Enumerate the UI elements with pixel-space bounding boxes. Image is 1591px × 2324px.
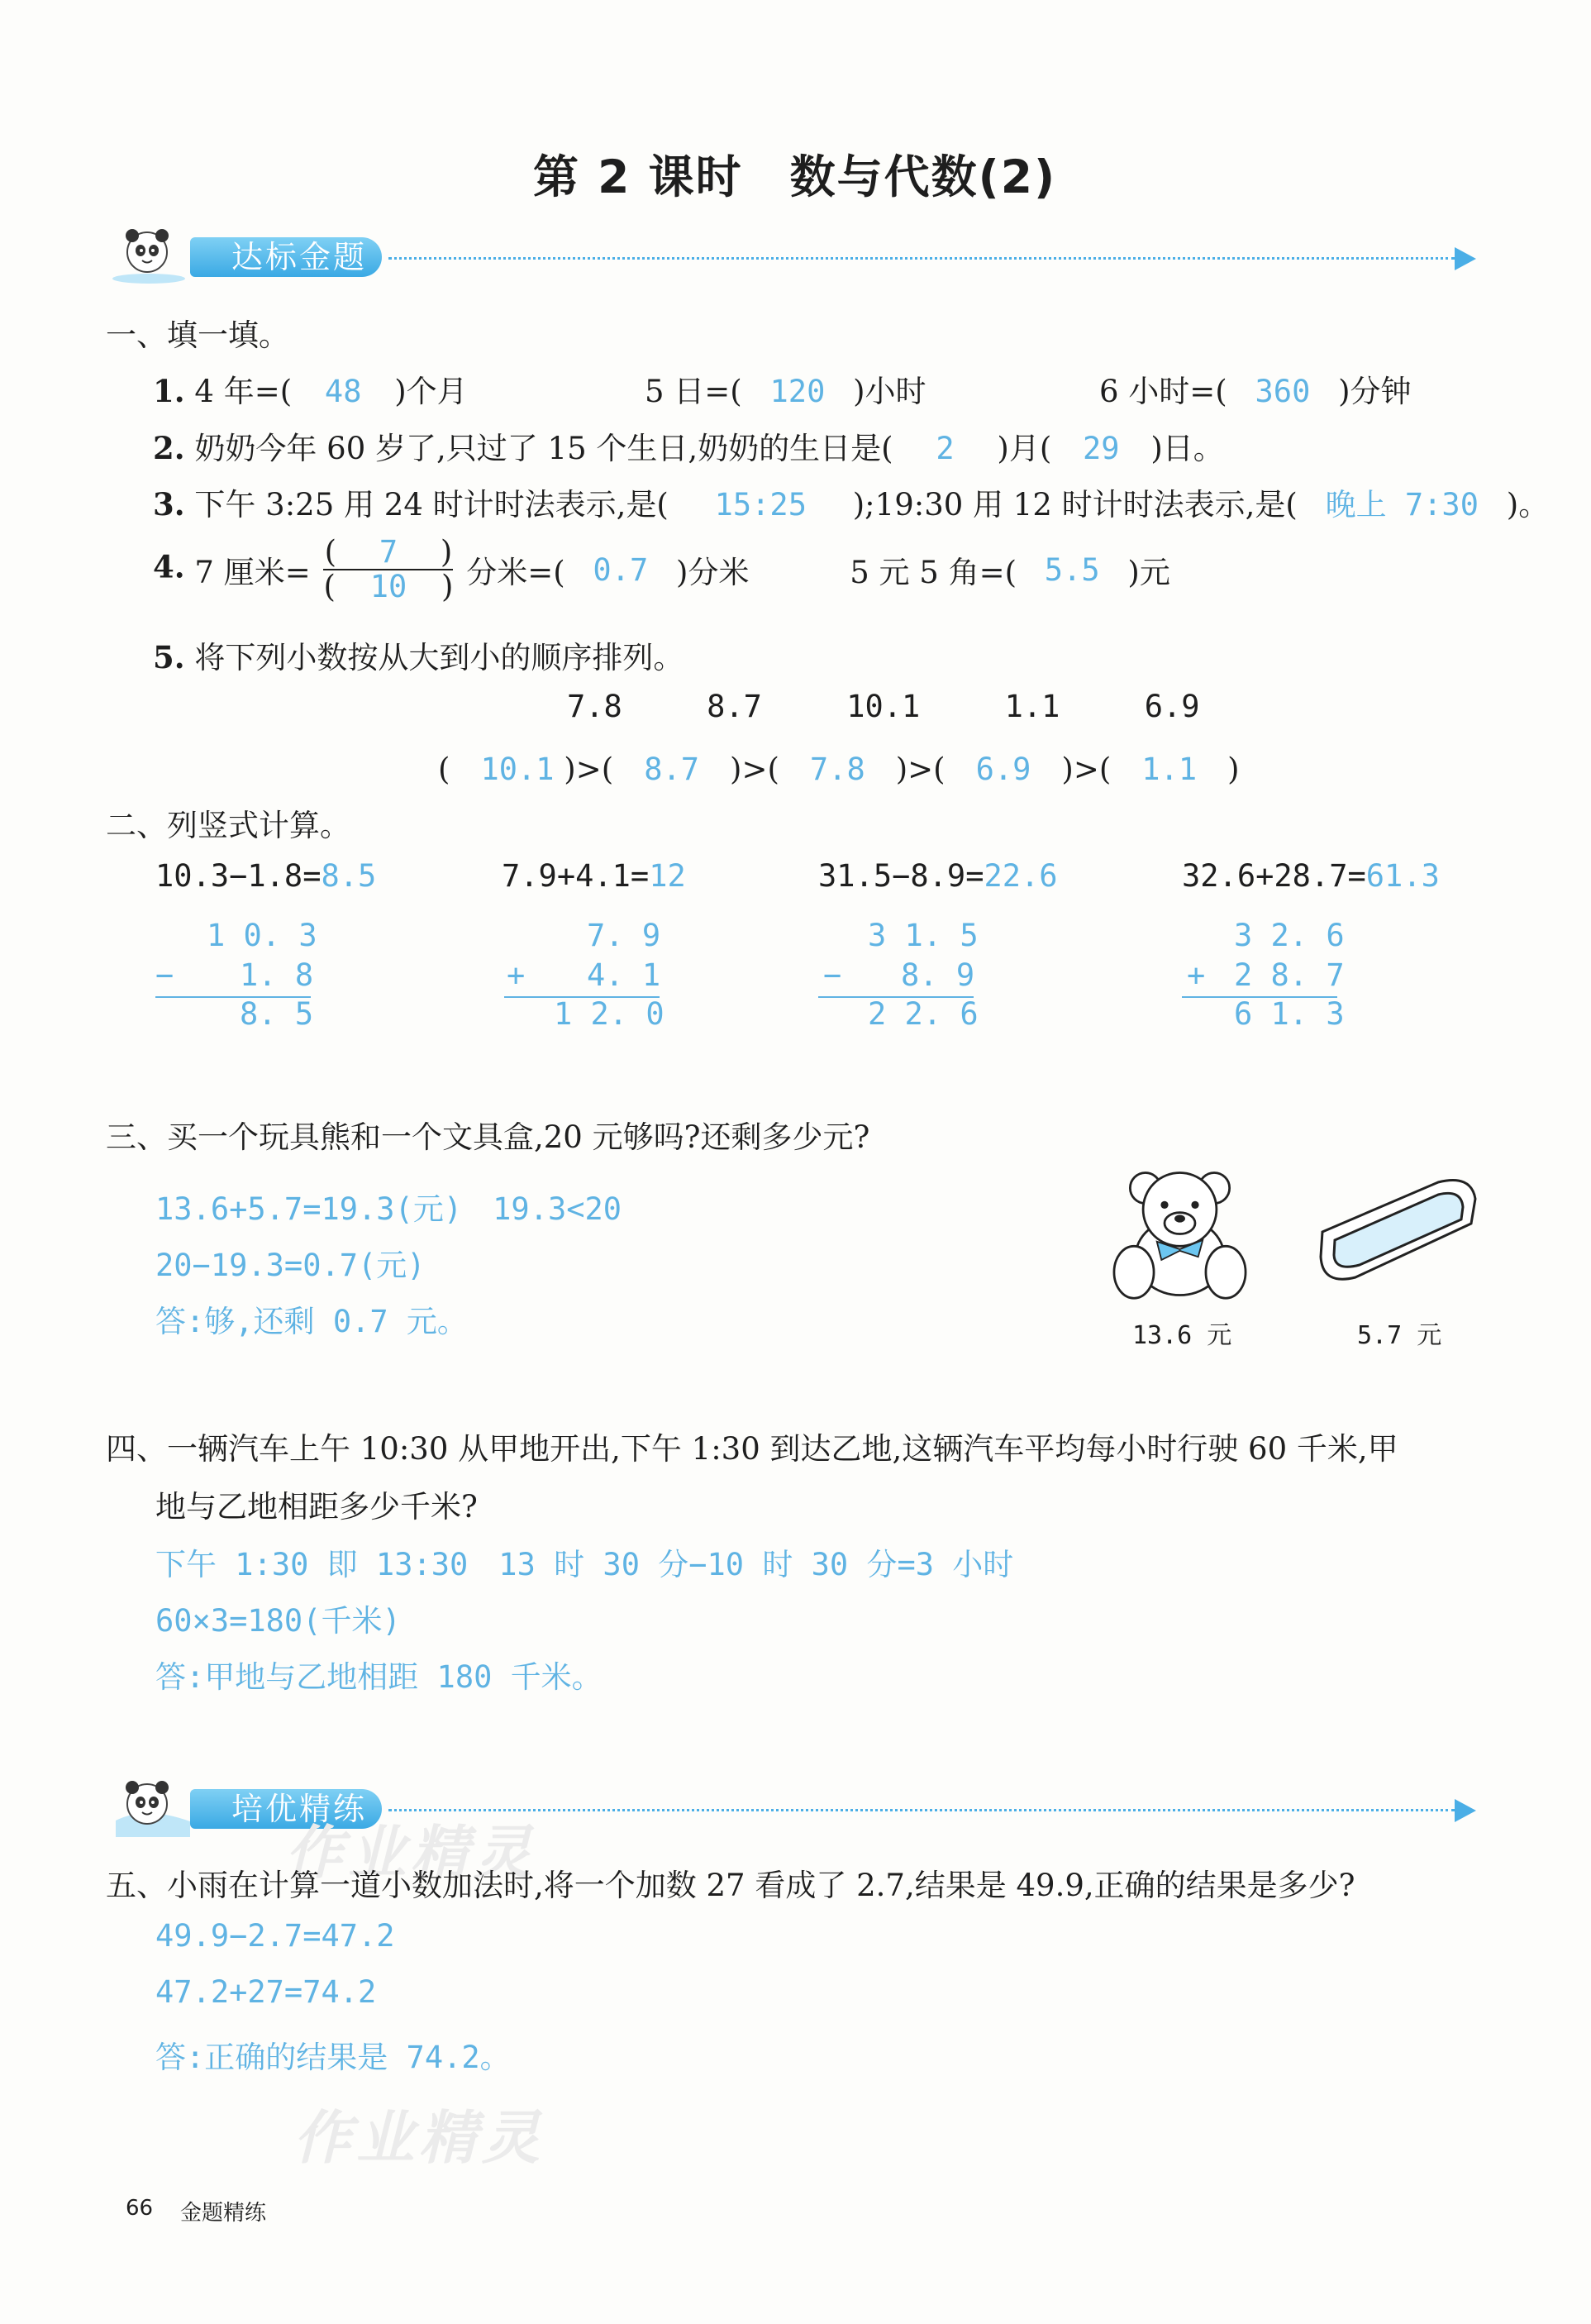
answer: 61.3 [1365,858,1440,894]
order-answer: ( 10.1 )>( 8.7 )>( 7.8 )>( 6.9 )>( 1.1 ) [438,752,1240,787]
solution-line: 13.6+5.7=19.3(元) 19.3<20 [155,1191,622,1227]
watermark: 作业精灵 [293,2104,545,2172]
work-bottom: 2 8. 7 [1234,957,1345,993]
solution-line: 47.2+27=74.2 [155,1974,377,2010]
vertical-calc-2 [502,858,686,894]
item-number: 2. [153,430,185,466]
solution-line: 49.9−2.7=47.2 [155,1918,395,1954]
answer: 10.1 [480,752,555,787]
text: 5 元 5 角=( [850,555,1017,590]
expression: 10.3−1.8= [155,858,322,894]
answer: 120 [769,374,826,409]
question-2-heading: 二、列竖式计算。 [106,808,350,843]
teddy-bear-image [1103,1162,1256,1306]
text: 4 年=( [194,374,293,409]
solution-line: 下午 1:30 即 13:30 13 时 30 分−10 时 30 分=3 小时 [155,1547,1014,1582]
fraction: $\frac{( 7 )}{( 10 )}$ [323,534,454,604]
q1-part1 [153,366,1442,411]
text: 下午 3:25 用 24 时计时法表示,是( [194,487,669,523]
answer: 29 [1083,431,1120,466]
question-3-heading: 三、买一个玩具熊和一个文具盒,20 元够吗?还剩多少元? [106,1119,870,1155]
answer: 15:25 [714,487,807,523]
section-divider [388,257,1455,260]
work-top: 3 1. 5 [868,918,979,953]
work-top: 1 0. 3 [207,918,317,953]
price-label: 13.6 元 [1132,1321,1232,1350]
work-result: 8. 5 [240,996,314,1032]
expression: 32.6+28.7= [1182,858,1366,894]
item-number: 3. [153,486,185,523]
number: 6.9 [1144,689,1200,724]
fraction-numerator: 7 [379,534,398,570]
text: 5 日=( [645,374,742,409]
item-number: 4. [153,548,185,585]
section-header-standard [107,227,1479,285]
work-result: 6 1. 3 [1234,996,1345,1032]
number-list [567,689,1200,724]
answer: 2 [936,431,955,466]
text: )小时 [853,374,926,409]
answer: 8.5 [321,858,377,894]
work-operator: − [155,957,174,993]
work-operator: − [823,957,842,993]
vertical-calc-1 [155,858,376,894]
text: )元 [1127,555,1170,590]
answer: 6.9 [975,752,1031,787]
solution-line: 20−19.3=0.7(元) [155,1248,426,1283]
work-top: 7. 9 [587,918,661,953]
work-bottom: 1. 8 [240,957,314,993]
number: 10.1 [846,689,921,724]
answer: 12 [649,858,686,894]
fraction-denominator: 10 [369,569,407,604]
answer-line: 答:正确的结果是 74.2。 [155,2040,511,2075]
text: )月( [997,431,1052,466]
question-4-heading: 四、一辆汽车上午 10:30 从甲地开出,下午 1:30 到达乙地,这辆汽车平均每小时行驶 60 千米,甲 [106,1431,1398,1467]
text: )日。 [1150,431,1224,466]
panda-icon [107,1779,190,1837]
text: )。 [1506,487,1550,523]
answer: 0.7 [593,551,649,588]
number: 1.1 [1004,689,1060,724]
q1-part4 [153,536,1170,604]
section-label: 培优精练 [190,1789,382,1829]
number: 7.8 [567,689,622,724]
answer: 1.1 [1141,752,1198,787]
answer-line: 答:甲地与乙地相距 180 千米。 [155,1659,603,1695]
panda-icon [107,227,190,285]
work-operator: + [1187,957,1206,993]
question-4-heading-cont: 地与乙地相距多少千米? [155,1489,478,1525]
text: 6 小时=( [1099,374,1227,409]
q1-part5 [153,632,684,677]
answer: 5.5 [1044,551,1100,588]
text: 7 厘米= [194,555,311,590]
work-operator: + [507,957,526,993]
expression: 31.5−8.9= [818,858,984,894]
expression: 7.9+4.1= [502,858,650,894]
answer: 22.6 [984,858,1058,894]
text: 分米=( [466,555,565,590]
arrow-icon [1455,1799,1476,1822]
number: 8.7 [707,689,762,724]
q1-part3 [153,480,1549,524]
text: )个月 [394,374,468,409]
question-5-heading: 五、小雨在计算一道小数加法时,将一个加数 27 看成了 2.7,结果是 49.9,正确的结果是多少? [106,1868,1355,1903]
price-label: 5.7 元 [1357,1321,1442,1350]
pencil-case-image [1314,1174,1479,1290]
vertical-calc-4 [1182,858,1440,894]
work-result: 1 2. 0 [554,996,665,1032]
q1-part2 [153,423,1224,468]
vertical-calc-3 [818,858,1058,894]
page-title: 第 2 课时 数与代数(2) [533,150,1057,203]
work-top: 3 2. 6 [1234,918,1345,953]
question-1-heading: 一、填一填。 [106,317,289,353]
watermark: 作业精灵 [285,1819,536,1887]
section-divider [388,1809,1455,1811]
text: )分钟 [1338,374,1412,409]
section-label: 达标金题 [190,237,382,277]
work-bottom: 4. 1 [587,957,661,993]
answer-line: 答:够,还剩 0.7 元。 [155,1304,468,1339]
answer: 8.7 [644,752,700,787]
text: 将下列小数按从大到小的顺序排列。 [194,640,684,675]
work-result: 2 2. 6 [868,996,979,1032]
solution-line: 60×3=180(千米) [155,1603,401,1639]
text: 奶奶今年 60 岁了,只过了 15 个生日,奶奶的生日是( [194,431,893,466]
answer: 48 [324,374,362,409]
item-number: 1. [153,373,185,409]
answer: 360 [1255,374,1311,409]
book-title: 金题精练 [180,2201,267,2226]
answer: 晚上 7:30 [1325,487,1479,523]
text: )分米 [676,555,750,590]
item-number: 5. [153,639,185,675]
work-bottom: 8. 9 [901,957,975,993]
arrow-icon [1455,247,1476,270]
page-number: 66 [126,2196,154,2221]
text: );19:30 用 12 时计时法表示,是( [852,487,1298,523]
answer: 7.8 [809,752,865,787]
